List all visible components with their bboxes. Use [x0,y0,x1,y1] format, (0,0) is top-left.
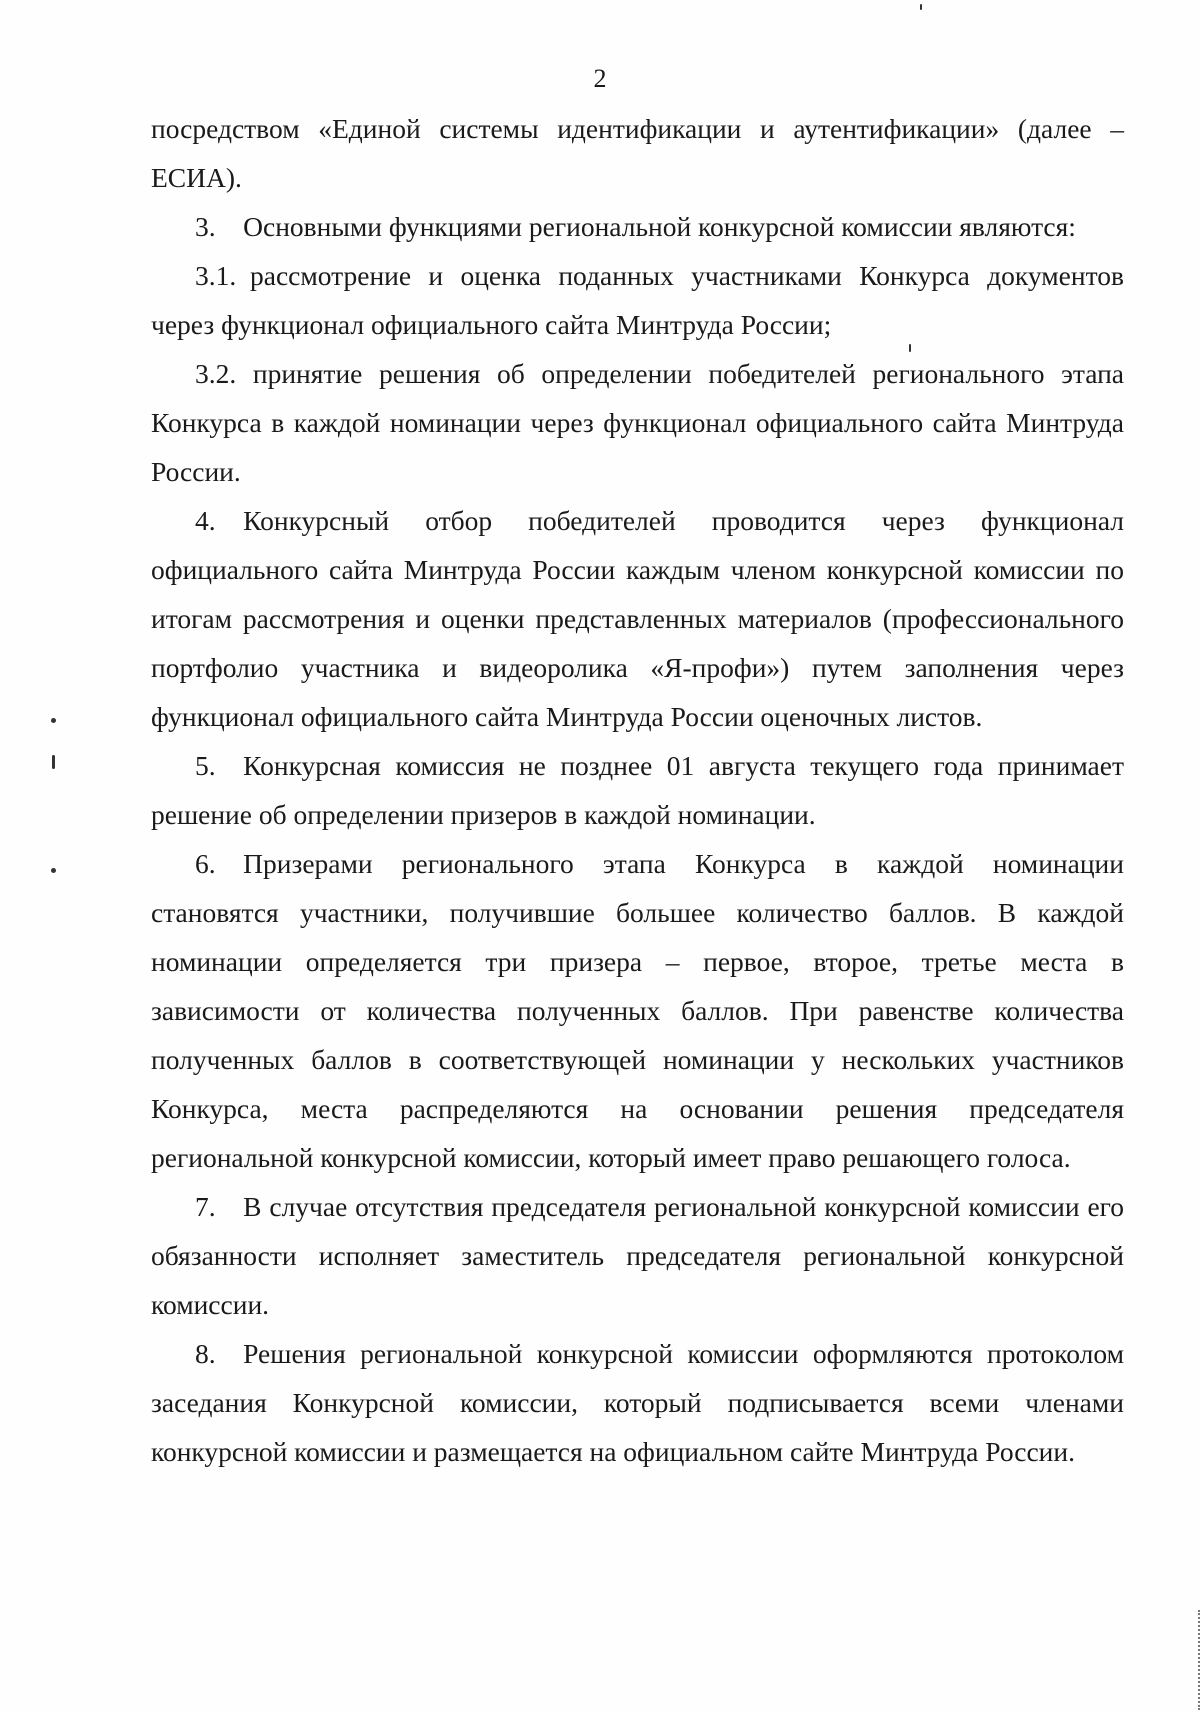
paragraph-6: 6. Призерами регионального этапа Конкурса в каждой номинации становятся участники, получившие большее количество баллов. В каждой номинации определяется три призера – первое, второе, третье места в зависимости от количества полученных баллов. При равенстве количества полученных баллов в соответствующей номинации у нескольких участников Конкурса, места распределяются на основании решения председателя региональной конкурсной комиссии, который имеет право решающего голоса. [151,848,1124,1173]
scan-speck [920,4,922,10]
paragraph-4: 4. Конкурсный отбор победителей проводится через функционал официального сайта Минтруда России каждым членом конкурсной комиссии по итогам рассмотрения и оценки представленных материалов (профессионального портфолио участника и видеоролика «Я-профи») путем заполнения через функционал официального сайта Минтруда России оценочных листов. [151,505,1124,732]
scan-speck [52,755,55,769]
paragraph-3: 3. Основными функциями региональной конкурсной комиссии являются: [195,211,1076,242]
paragraph-3-1: 3.1. рассмотрение и оценка поданных участниками Конкурса документов через функционал официального сайта Минтруда России; [151,260,1124,340]
document-body [151,104,1124,1476]
paragraph-3-2: 3.2. принятие решения об определении победителей регионального этапа Конкурса в каждой номинации через функционал официального сайта Минтруда России. [151,358,1124,487]
paragraph-7: 7. В случае отсутствия председателя региональной конкурсной комиссии его обязанности исполняет заместитель председателя региональной конкурсной комиссии. [151,1191,1124,1320]
paragraph-8: 8. Решения региональной конкурсной комиссии оформляются протоколом заседания Конкурсной комиссии, который подписывается всеми членами конкурсной комиссии и размещается на официальном сайте Минтруда России. [151,1338,1124,1467]
scan-speck [51,868,56,873]
scan-edge-marks [1188,1610,1200,1710]
paragraph-esia-continuation: посредством «Единой системы идентификации и аутентификации» (далее – ЕСИА). [151,113,1124,193]
page-number: 2 [593,64,607,93]
scan-speck [51,718,56,723]
scan-speck [909,344,911,352]
paragraph-5: 5. Конкурсная комиссия не позднее 01 августа текущего года принимает решение об определении призеров в каждой номинации. [151,750,1124,830]
